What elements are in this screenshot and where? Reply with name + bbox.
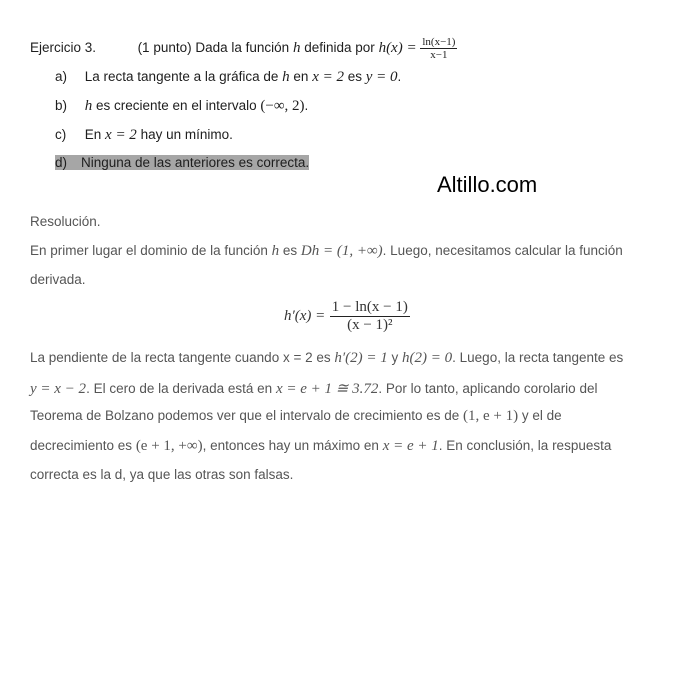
derivative-numerator: 1 − ln(x − 1) bbox=[331, 299, 408, 315]
math: y = x − 2 bbox=[30, 381, 87, 397]
text: En primer lugar el dominio de la función bbox=[30, 243, 272, 258]
derivative-fraction bbox=[330, 299, 410, 334]
text: es bbox=[279, 243, 301, 258]
text: decrecimiento es bbox=[30, 438, 136, 453]
resolution-line-2: derivada. bbox=[30, 272, 86, 287]
text: Teorema de Bolzano podemos ver que el intervalo de crecimiento es de bbox=[30, 408, 463, 423]
resolution-para-3 bbox=[30, 408, 562, 425]
option-text: es creciente en el intervalo bbox=[92, 98, 261, 113]
stem-fraction bbox=[420, 36, 457, 61]
points-label: (1 punto) bbox=[137, 40, 192, 56]
option-b bbox=[55, 98, 308, 115]
resolution-para-1 bbox=[30, 350, 623, 367]
option-letter: c) bbox=[55, 127, 67, 142]
derivative-denominator: (x − 1)² bbox=[347, 317, 393, 333]
stem-denominator: x−1 bbox=[430, 49, 448, 61]
math: x = e + 1 ≅ 3.72 bbox=[275, 381, 379, 397]
resolution-para-5: correcta es la d, ya que las otras son falsas. bbox=[30, 467, 294, 482]
option-d bbox=[55, 155, 309, 170]
question-header bbox=[30, 36, 457, 61]
option-math: h bbox=[84, 98, 93, 114]
option-letter: a) bbox=[55, 69, 68, 84]
text: . Luego, necesitamos calcular la función bbox=[382, 243, 623, 258]
math: h(2) = 0 bbox=[402, 350, 453, 366]
text: . El cero de la derivada está en bbox=[86, 381, 276, 396]
derivative-lhs: h′(x) = bbox=[284, 308, 326, 324]
math: (e + 1, +∞) bbox=[135, 438, 203, 454]
stem-text2: definida por bbox=[304, 40, 375, 56]
text: y el de bbox=[518, 408, 562, 423]
option-text: en bbox=[289, 69, 313, 84]
text: . Luego, la recta tangente es bbox=[452, 350, 624, 365]
math: h bbox=[271, 243, 280, 259]
math: Dh = (1, +∞) bbox=[300, 243, 383, 259]
option-math: y = 0 bbox=[365, 69, 398, 85]
text: . En conclusión, la respuesta bbox=[438, 438, 612, 453]
option-math: x = 2 bbox=[312, 69, 344, 85]
option-text-highlighted: Ninguna de las anteriores es correcta. bbox=[81, 155, 310, 170]
option-text: La recta tangente a la gráfica de bbox=[84, 69, 283, 84]
derivative-formula bbox=[284, 299, 410, 334]
option-c bbox=[55, 127, 233, 144]
option-text: es bbox=[343, 69, 366, 84]
stem-numerator: ln(x−1) bbox=[422, 36, 456, 48]
option-letter: d) bbox=[55, 155, 81, 170]
resolution-heading: Resolución. bbox=[30, 214, 101, 229]
option-math: x = 2 bbox=[105, 127, 137, 143]
exercise-label: Ejercicio 3. bbox=[30, 40, 97, 56]
resolution-line-1 bbox=[30, 243, 623, 260]
option-math: (−∞, 2) bbox=[260, 98, 305, 114]
resolution-para-4 bbox=[30, 438, 611, 455]
text: . Por lo tanto, aplicando corolario del bbox=[378, 381, 598, 396]
option-a bbox=[55, 69, 401, 86]
text: y bbox=[387, 350, 403, 365]
stem-hx: h(x) = bbox=[378, 40, 417, 57]
option-text: . bbox=[397, 69, 402, 84]
option-text: hay un mínimo. bbox=[136, 127, 233, 142]
option-math: h bbox=[282, 69, 290, 85]
stem-text: Dada la función bbox=[195, 40, 290, 56]
math: x = e + 1 bbox=[382, 438, 439, 454]
resolution-para-2 bbox=[30, 379, 597, 398]
option-text: . bbox=[304, 98, 309, 113]
math: (1, e + 1) bbox=[463, 408, 519, 424]
math: h′(2) = 1 bbox=[334, 350, 388, 366]
option-letter: b) bbox=[55, 98, 68, 113]
text: La pendiente de la recta tangente cuando x = 2 es bbox=[30, 350, 335, 365]
option-text: En bbox=[84, 127, 106, 142]
watermark: Altillo.com bbox=[437, 172, 538, 197]
stem-h: h bbox=[292, 40, 301, 57]
text: , entonces hay un máximo en bbox=[202, 438, 383, 453]
